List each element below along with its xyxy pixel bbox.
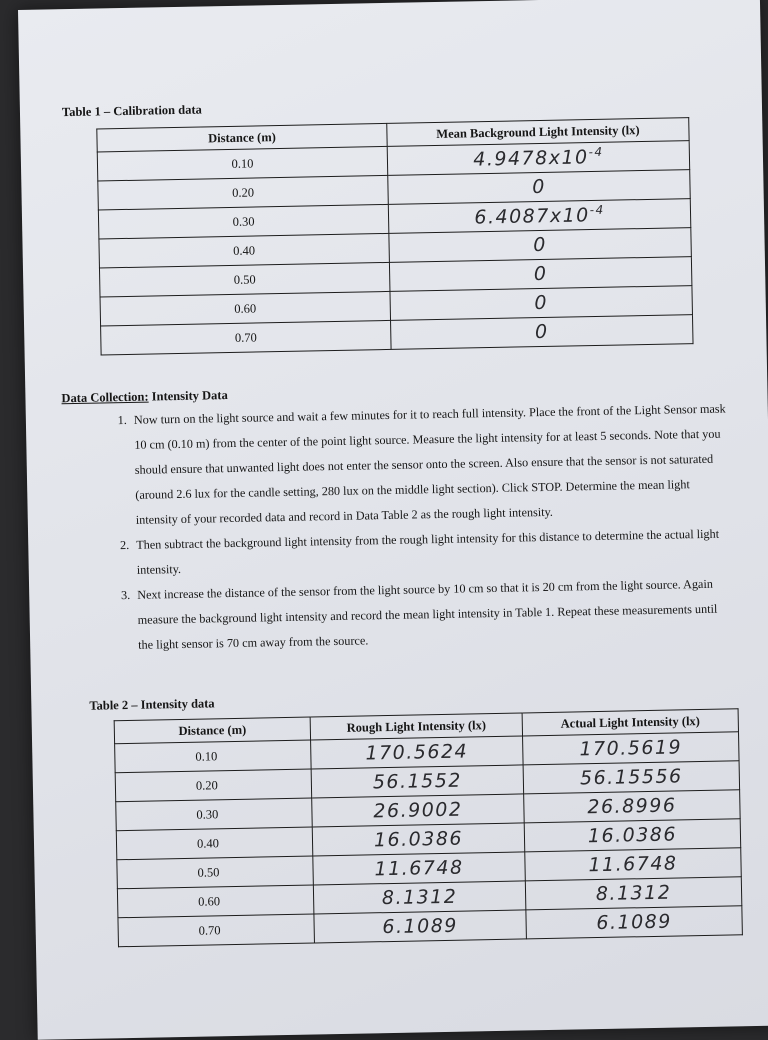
actual-intensity-cell: 26.8996	[524, 790, 741, 823]
worksheet-page	[18, 0, 768, 1040]
procedure-steps	[62, 396, 735, 659]
actual-intensity-cell: 11.6748	[525, 848, 742, 881]
data-collection-heading	[61, 388, 228, 406]
column-header-rough-intensity: Rough Light Intensity (lx)	[310, 713, 522, 740]
distance-cell: 0.20	[115, 769, 312, 802]
actual-intensity-cell: 8.1312	[525, 877, 742, 910]
rough-intensity-cell: 170.5624	[311, 736, 524, 769]
intensity-value: 0	[534, 320, 549, 343]
intensity-value: 6.4087x10	[474, 204, 590, 229]
distance-cell: 0.50	[117, 856, 314, 889]
intensity-exponent: -4	[588, 145, 604, 160]
actual-intensity-cell: 6.1089	[526, 906, 743, 939]
distance-cell: 0.60	[117, 885, 314, 918]
intensity-table	[114, 708, 743, 947]
background-intensity-cell	[391, 315, 694, 350]
column-header-background-intensity: Mean Background Light Intensity (lx)	[387, 118, 689, 147]
rough-intensity-cell: 16.0386	[312, 823, 525, 856]
column-header-actual-intensity: Actual Light Intensity (lx)	[522, 709, 738, 736]
intensity-value: 4.9478x10	[473, 146, 589, 171]
procedure-step: 1. Now turn on the light source and wait a few minutes for it to reach full intensity. Place the front of the Light Sensor mask 10 cm (0.10 m) from the center of the point light source. Measure the light intensity for at least 5 seconds. Note that you should ensure that unwanted light does not enter the sensor onto the screen. Also ensure that the sensor is not saturated (around 2.6 lux for the candle setting, 280 lux on the middle light section). Click STOP. Determine the mean light intensity of your recorded data and record in Data Table 2 as the rough light intensity.	[130, 396, 732, 532]
actual-intensity-cell: 170.5619	[523, 732, 740, 765]
distance-cell: 0.40	[99, 233, 390, 268]
column-header-distance: Distance (m)	[114, 717, 310, 744]
intensity-value: 0	[534, 291, 549, 314]
intensity-value: 0	[533, 262, 548, 285]
column-header-distance: Distance (m)	[97, 123, 387, 152]
rough-intensity-cell: 8.1312	[313, 881, 526, 914]
actual-intensity-cell: 16.0386	[524, 819, 741, 852]
distance-cell: 0.70	[101, 320, 392, 355]
distance-cell: 0.50	[99, 262, 390, 297]
data-collection-heading-title: Intensity Data	[148, 388, 228, 404]
distance-cell: 0.10	[115, 740, 312, 773]
procedure-step: 2. Then subtract the background light intensity from the rough light intensity for this distance to determine the actual light intensity.	[132, 521, 733, 583]
rough-intensity-cell: 11.6748	[313, 852, 526, 885]
rough-intensity-cell: 56.1552	[311, 765, 524, 798]
rough-intensity-cell: 6.1089	[314, 910, 527, 943]
distance-cell: 0.30	[98, 204, 389, 239]
data-collection-heading-label: Data Collection:	[61, 389, 149, 406]
distance-cell: 0.20	[98, 175, 389, 210]
procedure-step: 3. Next increase the distance of the sensor from the light source by 10 cm so that it is 20 cm from the light source. Again measure the background light intensity and record the mean light intensity in Table 1. Repeat these measurements until the light sensor is 70 cm away from the source.	[133, 571, 734, 658]
table1-caption: Table 1 – Calibration data	[61, 102, 202, 120]
distance-cell: 0.30	[116, 798, 313, 831]
calibration-table	[96, 117, 693, 355]
rough-intensity-cell: 26.9002	[312, 794, 525, 827]
distance-cell: 0.10	[97, 146, 388, 181]
intensity-value: 0	[533, 233, 548, 256]
distance-cell: 0.60	[100, 291, 391, 326]
actual-intensity-cell: 56.15556	[523, 761, 740, 794]
distance-cell: 0.70	[118, 914, 315, 947]
intensity-exponent: -4	[589, 203, 605, 218]
distance-cell: 0.40	[116, 827, 313, 860]
table2-caption: Table 2 – Intensity data	[89, 696, 215, 713]
intensity-value: 0	[531, 175, 546, 198]
